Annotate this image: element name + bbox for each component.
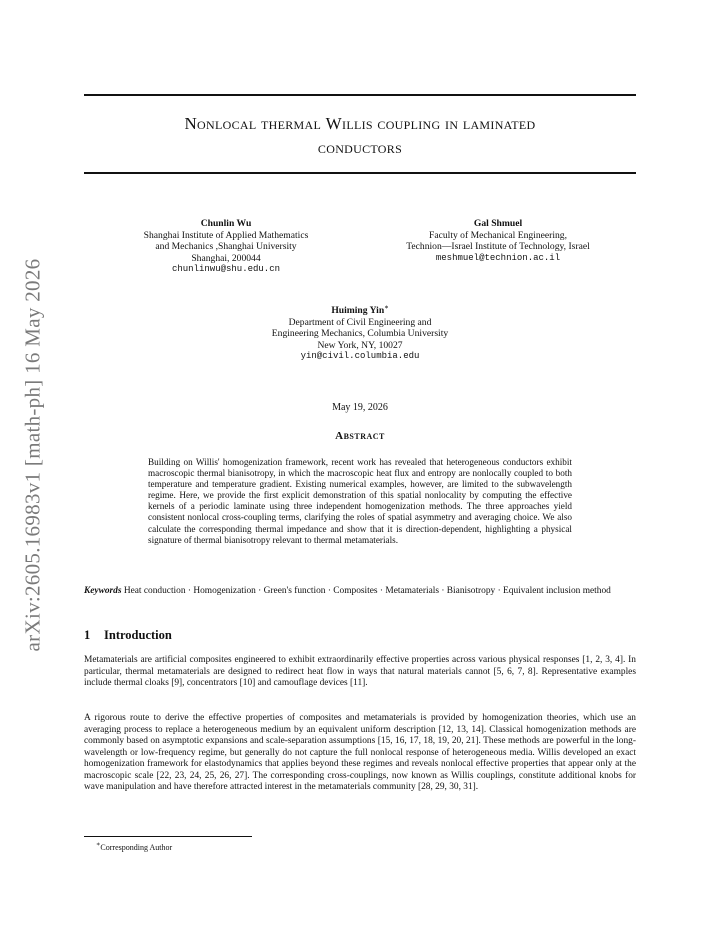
corresponding-mark: ∗: [384, 304, 389, 311]
author-name: Chunlin Wu: [200, 218, 252, 229]
title-bottom-rule: [84, 172, 636, 174]
author-name: Huiming Yin∗: [331, 304, 389, 316]
footnote-mark: ∗: [96, 841, 101, 848]
author-email[interactable]: meshmuel@technion.ac.il: [435, 252, 561, 263]
arxiv-identifier: arXiv:2605.16983v1 [math-ph] 16 May 2026: [20, 258, 45, 652]
paragraph: A rigorous route to derive the effective properties of composites and metamaterials is provided by homogenization theories, which use an averaging process to replace a heterogeneous medium by an equivalent uniform description [12, 13, 14]. Classical homogenization methods are commonly based on asymptotic expansions and scale-separation assumptions [15, 16, 17, 18, 19, 20, 21]. These methods are powerful in the long-wavelength or low-frequency regime, but generally do not capture the full nonlocal response of heterogeneous media. Willis developed an exact homogenization framework for elastodynamics that applies beyond these regimes and reveals nonlocal effective properties that appear only at the macroscopic scale [22, 23, 24, 25, 26, 27]. The corresponding cross-couplings, now known as Willis couplings, constitute additional knobs for wave manipulation and have therefore attracted interest in the metamaterials community [28, 29, 30, 31].: [84, 713, 636, 792]
author-name: Gal Shmuel: [473, 218, 523, 229]
section-number: 1: [84, 628, 91, 642]
author-block: [110, 218, 342, 276]
footnote: [96, 840, 172, 852]
author-affiliation: Engineering Mechanics, Columbia University: [271, 328, 449, 340]
author-block: [230, 302, 490, 363]
author-email[interactable]: chunlinwu@shu.edu.cn: [171, 264, 281, 275]
footnote-text: Corresponding Author: [100, 843, 173, 852]
title-line-1: Nonlocal thermal Willis coupling in laminated: [184, 114, 536, 133]
footnote-rule: [84, 836, 252, 837]
author-affiliation: Shanghai, 200044: [191, 252, 261, 264]
author-affiliation: Department of Civil Engineering and: [288, 316, 432, 328]
section-heading: [84, 628, 172, 643]
abstract-text: Building on Willis' homogenization framework, recent work has revealed that heterogeneous conductors exhibit macroscopic thermal bianisotropy, in which the macroscopic heat flux and entropy are nonlocally coupled to both temperature and temperature gradient. Existing numerical examples, however, are limited to the subwavelength regime. Here, we provide the first explicit demonstration of this spatial nonlocality by computing the effective kernels of a periodic laminate using three independent homogenization methods. The three approaches yield consistent nonlocal cross-coupling terms, clarifying the roles of spatial asymmetry and averaging choice. We also calculate the corresponding thermal impedance and show that it is direction-dependent, highlighting a physical signature of thermal bianisotropy relevant to thermal metamaterials.: [148, 457, 572, 545]
paper-date: May 19, 2026: [332, 402, 388, 413]
author-affiliation: New York, NY, 10027: [317, 339, 403, 351]
author-affiliation: Technion—Israel Institute of Technology, Israel: [406, 241, 590, 253]
arxiv-sidebar: [0, 0, 60, 932]
paragraph: Metamaterials are artificial composites engineered to exhibit extraordinarily effective properties across various physical responses [1, 2, 3, 4]. In particular, thermal metamaterials are designed to redirect heat flow in ways that natural materials cannot [5, 6, 7, 8]. Representative examples include thermal cloaks [9], concentrators [10] and camouflage devices [11].: [84, 655, 636, 688]
title-top-rule: [84, 94, 636, 96]
author-block: [360, 218, 636, 264]
author-affiliation: Faculty of Mechanical Engineering,: [429, 229, 567, 241]
author-email[interactable]: yin@civil.columbia.edu: [300, 351, 420, 362]
section-title: Introduction: [104, 628, 172, 642]
paper-title: [84, 112, 636, 160]
keywords-text: Heat conduction · Homogenization · Green's function · Composites · Metamaterials · Bianisotropy · Equivalent inclusion method: [123, 586, 611, 596]
author-affiliation: Shanghai Institute of Applied Mathematics: [143, 229, 309, 241]
keywords-label: Keywords: [84, 586, 122, 596]
abstract-heading: Abstract: [335, 430, 385, 442]
title-line-2: conductors: [317, 138, 403, 157]
author-affiliation: and Mechanics ,Shanghai University: [155, 241, 297, 253]
keywords: [84, 586, 636, 598]
